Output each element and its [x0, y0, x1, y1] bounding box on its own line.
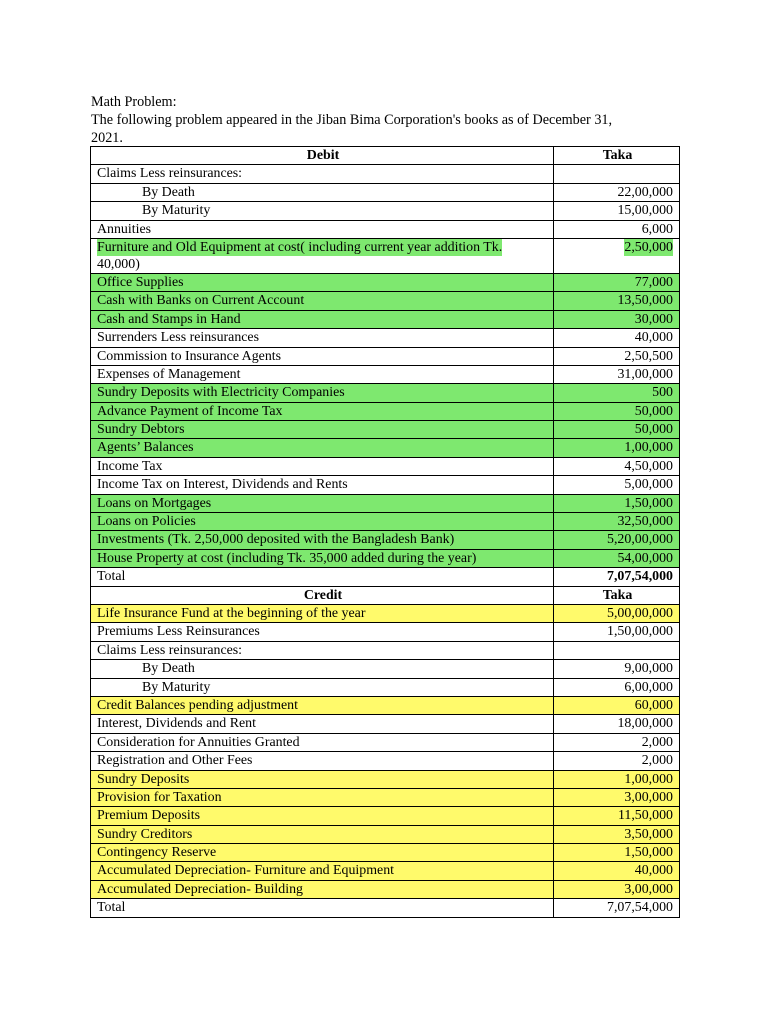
table-row: [91, 825, 680, 843]
row-amount: 1,00,000: [554, 439, 680, 457]
row-label: Consideration for Annuities Granted: [91, 733, 554, 751]
row-label: Loans on Mortgages: [91, 494, 554, 512]
row-amount: 2,000: [554, 752, 680, 770]
row-amount: 1,50,000: [554, 494, 680, 512]
table-row: [91, 807, 680, 825]
credit-header-row: [91, 586, 680, 604]
table-row: [91, 421, 680, 439]
row-label: Sundry Deposits with Electricity Companies: [91, 384, 554, 402]
row-label: Claims Less reinsurances:: [91, 165, 554, 183]
credit-header-amount: Taka: [554, 586, 680, 604]
row-amount: 3,50,000: [554, 825, 680, 843]
table-row: [91, 880, 680, 898]
table-row: [91, 365, 680, 383]
table-row: [91, 310, 680, 328]
table-row: [91, 183, 680, 201]
row-label: Advance Payment of Income Tax: [91, 402, 554, 420]
row-label: Life Insurance Fund at the beginning of the year: [91, 604, 554, 622]
row-amount: 77,000: [554, 273, 680, 291]
row-label: Agents’ Balances: [91, 439, 554, 457]
table-row: [91, 220, 680, 238]
table-row: [91, 202, 680, 220]
table-row: [91, 238, 680, 273]
table-row: [91, 549, 680, 567]
row-label: House Property at cost (including Tk. 35,000 added during the year): [91, 549, 554, 567]
problem-text-line-2: 2021.: [91, 130, 123, 146]
table-row: [91, 660, 680, 678]
credit-header-label: Credit: [91, 586, 554, 604]
row-label: Accumulated Depreciation- Building: [91, 880, 554, 898]
row-amount: 50,000: [554, 421, 680, 439]
row-label: Credit Balances pending adjustment: [91, 696, 554, 714]
table-row: [91, 292, 680, 310]
row-amount: 7,07,54,000: [554, 899, 680, 917]
table-row: [91, 273, 680, 291]
row-amount: 1,50,000: [554, 844, 680, 862]
debit-header-amount: Taka: [554, 147, 680, 165]
row-amount: 3,00,000: [554, 880, 680, 898]
table-row: [91, 402, 680, 420]
row-label: Annuities: [91, 220, 554, 238]
row-amount: 60,000: [554, 696, 680, 714]
table-row: [91, 641, 680, 659]
row-amount: 6,000: [554, 220, 680, 238]
row-label: Income Tax on Interest, Dividends and Rents: [91, 476, 554, 494]
row-label: By Death: [91, 660, 554, 678]
row-amount: 40,000: [554, 862, 680, 880]
row-amount: 5,20,00,000: [554, 531, 680, 549]
credit-total-row: [91, 899, 680, 917]
table-row: [91, 165, 680, 183]
problem-intro: [91, 93, 691, 147]
debit-total-row: [91, 568, 680, 586]
row-label: Premium Deposits: [91, 807, 554, 825]
table-row: [91, 457, 680, 475]
row-amount: 18,00,000: [554, 715, 680, 733]
row-label: Expenses of Management: [91, 365, 554, 383]
row-amount: 50,000: [554, 402, 680, 420]
row-label: Commission to Insurance Agents: [91, 347, 554, 365]
row-amount: 500: [554, 384, 680, 402]
row-amount: 6,00,000: [554, 678, 680, 696]
row-label: Claims Less reinsurances:: [91, 641, 554, 659]
row-amount: 5,00,00,000: [554, 604, 680, 622]
row-amount: [554, 165, 680, 183]
row-amount: 7,07,54,000: [554, 568, 680, 586]
table-row: [91, 752, 680, 770]
row-label: Total: [91, 899, 554, 917]
table-row: [91, 623, 680, 641]
row-label: Cash and Stamps in Hand: [91, 310, 554, 328]
table-row: [91, 513, 680, 531]
table-row: [91, 788, 680, 806]
row-label: By Death: [91, 183, 554, 201]
row-amount: 22,00,000: [554, 183, 680, 201]
row-label: Provision for Taxation: [91, 788, 554, 806]
row-amount: 32,50,000: [554, 513, 680, 531]
table-row: [91, 696, 680, 714]
row-amount: [554, 641, 680, 659]
table-row: [91, 678, 680, 696]
row-amount: 31,00,000: [554, 365, 680, 383]
row-amount: 13,50,000: [554, 292, 680, 310]
table-row: [91, 604, 680, 622]
row-label: Contingency Reserve: [91, 844, 554, 862]
row-amount: 9,00,000: [554, 660, 680, 678]
row-label: Accumulated Depreciation- Furniture and Equipment: [91, 862, 554, 880]
table-row: [91, 770, 680, 788]
row-amount: 3,00,000: [554, 788, 680, 806]
table-row: [91, 715, 680, 733]
row-label: By Maturity: [91, 678, 554, 696]
row-amount: 1,00,000: [554, 770, 680, 788]
row-label-line-2: 40,000): [97, 256, 140, 272]
row-amount: 30,000: [554, 310, 680, 328]
table-row: [91, 347, 680, 365]
row-amount: 15,00,000: [554, 202, 680, 220]
table-row: [91, 531, 680, 549]
table-row: [91, 862, 680, 880]
table-row: [91, 329, 680, 347]
row-amount-value: 2,50,000: [624, 239, 673, 255]
row-amount: 2,50,500: [554, 347, 680, 365]
table-row: [91, 494, 680, 512]
problem-title: Math Problem:: [91, 94, 177, 110]
row-label: Investments (Tk. 2,50,000 deposited with the Bangladesh Bank): [91, 531, 554, 549]
row-amount: 1,50,00,000: [554, 623, 680, 641]
row-amount: 11,50,000: [554, 807, 680, 825]
row-label: Office Supplies: [91, 273, 554, 291]
table-row: [91, 733, 680, 751]
row-amount: 2,000: [554, 733, 680, 751]
row-label: Registration and Other Fees: [91, 752, 554, 770]
row-label: Sundry Deposits: [91, 770, 554, 788]
row-amount: 40,000: [554, 329, 680, 347]
row-amount: 54,00,000: [554, 549, 680, 567]
row-label: Sundry Creditors: [91, 825, 554, 843]
row-label: [91, 238, 554, 273]
table-row: [91, 844, 680, 862]
table-row: [91, 384, 680, 402]
row-label: Loans on Policies: [91, 513, 554, 531]
debit-header-row: [91, 147, 680, 165]
trial-balance-table: [90, 146, 680, 918]
table-row: [91, 439, 680, 457]
debit-header-label: Debit: [91, 147, 554, 165]
row-amount: [554, 238, 680, 273]
row-label: Total: [91, 568, 554, 586]
row-label: Sundry Debtors: [91, 421, 554, 439]
row-label: By Maturity: [91, 202, 554, 220]
row-label: Premiums Less Reinsurances: [91, 623, 554, 641]
row-label: Interest, Dividends and Rent: [91, 715, 554, 733]
row-label: Cash with Banks on Current Account: [91, 292, 554, 310]
table-row: [91, 476, 680, 494]
problem-text-line-1: The following problem appeared in the Jiban Bima Corporation's books as of December 31,: [91, 112, 613, 128]
row-amount: 5,00,000: [554, 476, 680, 494]
row-amount: 4,50,000: [554, 457, 680, 475]
row-label: Income Tax: [91, 457, 554, 475]
row-label-line-1: Furniture and Old Equipment at cost( including current year addition Tk.: [97, 239, 503, 255]
row-label: Surrenders Less reinsurances: [91, 329, 554, 347]
